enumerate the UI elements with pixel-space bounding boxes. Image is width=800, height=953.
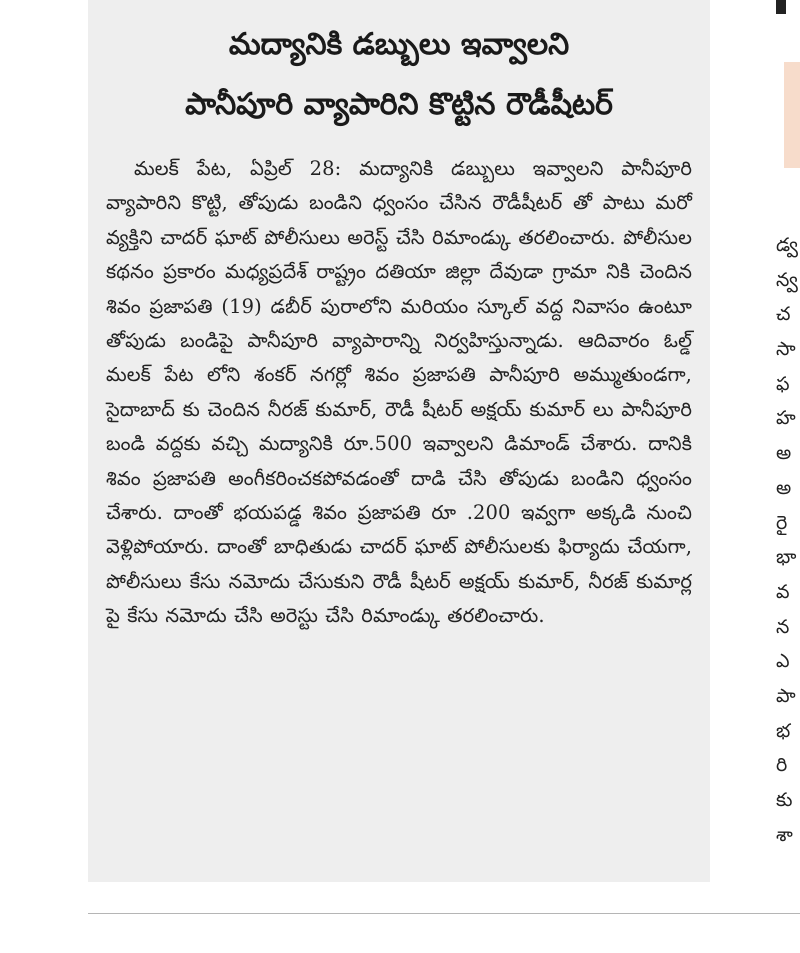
text-fragment: రి: [776, 754, 788, 777]
article-body: మలక్ పేట, ఏప్రిల్ 28: మద్యానికి డబ్బులు ఇవ్వాలని పానీపూరి వ్యాపారిని కొట్టి, తోపుడు బండిని ధ్వంసం చేసిన రౌడీషీటర్ తో పాటు మరో వ్యక్తిని చాదర్ ఘాట్ పోలీసులు అరెస్ట్ చేసి రిమాండ్కు తరలించారు. పోలీసుల కథనం ప్రకారం మధ్యప్రదేశ్ రాష్ట్రం దతియా జిల్లా దేవుడా గ్రామా నికి చెందిన శివం ప్రజాపతి (19) డబీర్ పురాలోని మరియం స్కూల్ వద్ద నివాసం ఉంటూ తోపుడు బండిపై పానీపూరి వ్యాపారాన్ని నిర్వహిస్తున్నాడు. ఆదివారం ఓల్డ్ మలక్ పేట లోని శంకర్ నగర్లో శివం ప్రజాపతి పానీపూరి అమ్ముతుండగా, సైదాబాద్ కు చెందిన నీరజ్ కుమార్, రౌడీ షీటర్ అక్షయ్ కుమార్ లు పానీపూరి బండి వద్దకు వచ్చి మద్యానికి రూ.500 ఇవ్వాలని డిమాండ్ చేశారు. దానికి శివం ప్రజాపతి అంగీకరించకపోవడంతో దాడి చేసి తోపుడు బండిని ధ్వంసం చేశారు. దాంతో భయపడ్డ శివం ప్రజాపతి రూ .200 ఇవ్వగా అక్కడి నుంచి వెళ్లిపోయారు. దాంతో బాధితుడు చాదర్ ఘాట్ పోలీసులకు ఫిర్యాదు చేయగా, పోలీసులు కేసు నమోదు చేసుకుని రౌడీ షీటర్ అక్షయ్ కుమార్, నీరజ్ కుమార్ల పై కేసు నమోదు చేసి అరెస్టు చేసి రిమాండ్కు తరలించారు.: [106, 157, 692, 628]
text-fragment: పా: [776, 684, 796, 707]
text-fragment: ఫ: [776, 372, 790, 395]
news-article: [88, 0, 710, 882]
headline-line-1: మద్యానికి డబ్బులు ఇవ్వాలని: [228, 27, 570, 62]
text-fragment: హ: [776, 407, 796, 430]
text-fragment: న్వ: [776, 268, 798, 291]
text-fragment: రై: [776, 511, 788, 534]
text-fragment: శా: [776, 823, 793, 846]
text-fragment: చ: [776, 303, 791, 326]
text-fragment: సా: [776, 338, 796, 361]
text-fragment: అ: [776, 442, 792, 465]
text-fragment: కు: [776, 789, 793, 811]
text-fragment: ఎ: [776, 650, 790, 673]
adjacent-article-column: [776, 0, 800, 953]
text-fragment: అ: [776, 476, 792, 499]
bottom-divider: [88, 913, 800, 914]
column-top-mark: [776, 0, 786, 14]
text-fragment: వ: [776, 580, 790, 603]
adjacent-article-text: [776, 228, 798, 852]
headline-line-2: పానీపూరి వ్యాపారిని కొట్టిన రౌడీషీటర్: [185, 87, 613, 122]
text-fragment: డ్వ: [776, 234, 798, 256]
text-fragment: భా: [776, 546, 797, 569]
adjacent-headline-box: [784, 62, 800, 168]
text-fragment: న: [776, 615, 790, 638]
text-fragment: భ: [776, 719, 791, 742]
